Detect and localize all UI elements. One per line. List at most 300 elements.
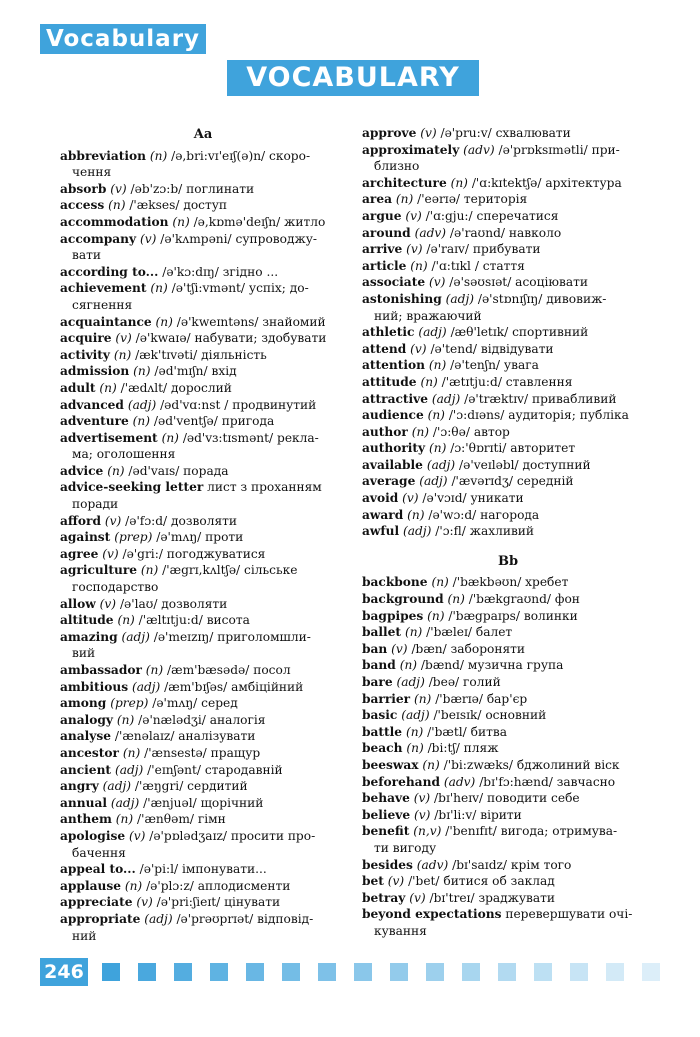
dictionary-entry (60, 894, 346, 911)
part-of-speech: (v) (102, 546, 119, 561)
transcription-translation: /əd'vaɪs/ порада (128, 463, 229, 478)
dictionary-entry (60, 745, 346, 762)
headword: bare (362, 675, 393, 689)
dictionary-entry (362, 523, 654, 540)
transcription-translation: /ə'kʌmpəni/ супроводжу- (160, 231, 317, 246)
part-of-speech: (n) (447, 592, 465, 607)
headword: around (362, 225, 411, 240)
dictionary-entry (362, 357, 654, 374)
dictionary-entry (362, 125, 654, 142)
part-of-speech: (v) (104, 513, 122, 528)
part-of-speech: (v) (110, 181, 127, 196)
dictionary-entry (362, 790, 654, 807)
transcription-translation: /bɪ'li:v/ вірити (434, 807, 522, 822)
decorative-square (246, 963, 264, 981)
part-of-speech: (n) (117, 613, 135, 628)
entry-list-b (362, 574, 654, 939)
part-of-speech: (v) (406, 242, 423, 257)
dictionary-entry (60, 778, 346, 795)
dictionary-entry (60, 347, 346, 364)
dictionary-entry (60, 596, 346, 613)
transcription-translation: /'ætɪtju:d/ ставлення (441, 374, 573, 389)
headword: average (362, 474, 416, 489)
transcription-translation: перевершувати очі- (505, 907, 633, 922)
transcription-translation: /ə'pi:l/ імпонувати... (139, 862, 267, 877)
transcription-translation: /əd'mɪʃn/ вхід (154, 364, 237, 379)
dictionary-entry (362, 507, 654, 524)
left-column (60, 125, 346, 944)
dictionary-entry (60, 795, 346, 812)
part-of-speech: (adj) (121, 629, 150, 644)
part-of-speech: (n) (411, 424, 430, 439)
headword: attend (362, 341, 407, 356)
decorative-square (318, 963, 336, 981)
headword: accommodation (60, 214, 169, 229)
dictionary-entry (362, 857, 654, 874)
part-of-speech: (n) (172, 214, 190, 229)
transcription-translation: /'ɑ:kɪtektʃə/ архітектура (471, 175, 622, 190)
headword: achievement (60, 281, 147, 296)
dictionary-entry (362, 906, 654, 939)
part-of-speech: (v) (136, 895, 153, 910)
headword: beforehand (362, 774, 440, 789)
letter-heading-a: Aa (193, 127, 213, 142)
dictionary-entry (60, 197, 346, 214)
part-of-speech: (prep) (114, 530, 153, 545)
part-of-speech: (n) (107, 463, 125, 478)
headword: bagpipes (362, 608, 424, 623)
transcription-translation: /æm'bɪʃəs/ амбіційний (164, 679, 304, 694)
headword: beach (362, 741, 403, 756)
part-of-speech: (n) (124, 878, 143, 893)
transcription-translation: /ə'meɪzɪŋ/ приголомшли- (153, 629, 311, 644)
part-of-speech: (v) (128, 828, 146, 843)
part-of-speech: (n,v) (413, 824, 442, 839)
headword: analyse (60, 729, 111, 744)
part-of-speech: (adj) (418, 325, 447, 340)
translation-continuation: сягнення (72, 297, 133, 312)
headword: athletic (362, 325, 415, 340)
part-of-speech: (adj) (102, 779, 132, 794)
dictionary-entry (60, 629, 346, 662)
headword: abbreviation (60, 148, 146, 163)
dictionary-entry (60, 513, 346, 530)
transcription-translation: /ɔ:'θɒrɪti/ авторитет (450, 441, 576, 456)
headword: ban (362, 641, 388, 656)
dictionary-entry (60, 679, 346, 696)
headword: ballet (362, 625, 402, 640)
dictionary-entry (362, 142, 654, 175)
headword: benefit (362, 824, 410, 839)
part-of-speech: (n) (132, 414, 151, 429)
part-of-speech: (adj) (426, 457, 456, 472)
transcription-translation: /bɪ'heɪv/ поводити себе (434, 791, 580, 806)
dictionary-entry (60, 397, 346, 414)
headword: among (60, 696, 107, 711)
dictionary-entry (362, 473, 654, 490)
dictionary-entry (60, 314, 346, 331)
dictionary-entry (60, 380, 346, 397)
headword: basic (362, 708, 398, 723)
transcription-translation: /əd'vɜ:tɪsmənt/ рекла- (182, 430, 319, 445)
part-of-speech: (n) (149, 148, 168, 163)
decorative-square (498, 963, 516, 981)
part-of-speech: (n) (427, 608, 445, 623)
transcription-translation: /bɪ'fɔ:hænd/ завчасно (479, 774, 616, 789)
transcription-translation: /'æŋgri/ сердитий (134, 779, 248, 794)
headword: band (362, 658, 396, 673)
part-of-speech: (adj) (419, 474, 448, 489)
decorative-square (138, 963, 156, 981)
translation-continuation: бачення (72, 845, 126, 860)
transcription-translation: /æk'tɪvəti/ діяльність (135, 347, 267, 362)
headword: activity (60, 347, 110, 362)
headword: altitude (60, 613, 114, 628)
transcription-translation: /bɪ'saɪdz/ крім того (452, 857, 572, 872)
transcription-translation: /ə'stɒnɪʃɪŋ/ дивовиж- (477, 291, 607, 306)
headword: afford (60, 513, 101, 528)
transcription-translation: /bi:tʃ/ пляж (427, 741, 499, 756)
headword: associate (362, 275, 426, 290)
part-of-speech: (v) (409, 890, 426, 905)
part-of-speech: (adv) (463, 142, 495, 157)
transcription-translation: /ə'tend/ відвідувати (430, 341, 554, 356)
part-of-speech: (n) (133, 364, 151, 379)
part-of-speech: (v) (405, 208, 422, 223)
dictionary-entry (60, 214, 346, 231)
transcription-translation: /ə,bri:vɪ'eɪʃ(ə)n/ скоро- (171, 148, 311, 163)
translation-continuation: поради (72, 497, 119, 512)
dictionary-entry (362, 274, 654, 291)
transcription-translation: /æm'bæsədə/ посол (167, 663, 291, 677)
dictionary-entry (362, 291, 654, 324)
transcription-translation: /ə'raɪv/ прибувати (426, 242, 541, 257)
dictionary-entry (60, 612, 346, 629)
headword: believe (362, 807, 411, 822)
transcription-translation: /ə'səʊsɪət/ асоціювати (449, 275, 588, 290)
dictionary-entry (362, 740, 654, 757)
headword: background (362, 592, 444, 607)
transcription-translation: /'beɪsɪk/ основний (433, 708, 547, 723)
transcription-translation: лист з проханням (207, 480, 322, 495)
dictionary-entry (60, 546, 346, 563)
dictionary-entry (362, 757, 654, 774)
transcription-translation: /æθ'letɪk/ спортивний (450, 325, 589, 340)
transcription-translation: /ə'pru:v/ схвалювати (440, 126, 571, 140)
part-of-speech: (v) (99, 596, 117, 611)
dictionary-entry (362, 674, 654, 691)
part-of-speech: (n) (422, 757, 440, 772)
part-of-speech: (adj) (445, 291, 474, 306)
dictionary-entry (362, 608, 654, 625)
headword: appropriate (60, 911, 141, 926)
letter-heading-b: Bb (497, 553, 519, 569)
dictionary-entry (362, 807, 654, 824)
transcription-translation: /'ænjuəl/ щорічний (143, 795, 264, 810)
headword: allow (60, 596, 96, 611)
dictionary-entry (60, 878, 346, 895)
part-of-speech: (n) (405, 724, 424, 739)
translation-continuation: близно (374, 159, 420, 174)
headword: ancient (60, 762, 112, 777)
transcription-translation: /'ɔ:fl/ жахливий (435, 524, 535, 539)
part-of-speech: (n) (406, 741, 424, 756)
part-of-speech: (adj) (144, 911, 173, 926)
headword: besides (362, 857, 413, 872)
transcription-translation: /əd'ventʃə/ пригода (153, 414, 275, 429)
headword: approve (362, 126, 417, 140)
transcription-translation: /'benɪfɪt/ вигода; отримува- (445, 824, 618, 839)
part-of-speech: (v) (428, 275, 446, 290)
headword: applause (60, 878, 121, 893)
decorative-square (210, 963, 228, 981)
transcription-translation: /ə'veɪləbl/ доступний (459, 457, 591, 472)
part-of-speech: (v) (420, 126, 437, 140)
transcription-translation: /ə'pri:ʃieɪt/ цінувати (156, 895, 281, 910)
transcription-translation: /ə'kwaɪə/ набувати; здобувати (135, 331, 327, 346)
dictionary-entry (362, 324, 654, 341)
transcription-translation: /'bækbəʊn/ хребет (452, 575, 569, 590)
dictionary-entry (362, 241, 654, 258)
part-of-speech: (n) (140, 563, 159, 578)
dictionary-entry (362, 191, 654, 208)
translation-continuation: кування (374, 923, 427, 938)
part-of-speech: (adj) (431, 391, 461, 406)
dictionary-entry (60, 861, 346, 878)
decorative-square (282, 963, 300, 981)
headword: against (60, 530, 111, 545)
transcription-translation: /əb'zɔ:b/ поглинати (130, 181, 255, 196)
headword: ambassador (60, 663, 142, 677)
headword: appreciate (60, 895, 133, 910)
transcription-translation: /'ækses/ доступ (129, 198, 228, 213)
headword: attractive (362, 391, 428, 406)
headword: award (362, 507, 404, 522)
translation-continuation: ти вигоду (374, 840, 437, 855)
headword: arrive (362, 242, 403, 257)
section-tab: Vocabulary (40, 24, 206, 54)
dictionary-entry (60, 762, 346, 779)
headword: anthem (60, 812, 112, 827)
page-title: VOCABULARY (227, 60, 479, 96)
part-of-speech: (n) (404, 625, 423, 640)
decorative-square (354, 963, 372, 981)
decorative-square (174, 963, 192, 981)
transcription-translation: /ə'mʌŋ/ проти (156, 530, 244, 545)
dictionary-entry (60, 529, 346, 546)
dictionary-entry (362, 657, 654, 674)
translation-continuation: господарство (72, 580, 159, 595)
part-of-speech: (n) (407, 507, 425, 522)
dictionary-entry (60, 264, 346, 281)
dictionary-entry (362, 440, 654, 457)
dictionary-entry (362, 823, 654, 856)
headword: acquaintance (60, 314, 152, 329)
headword: backbone (362, 575, 428, 590)
headword: advanced (60, 397, 124, 412)
dictionary-entry (362, 691, 654, 708)
part-of-speech: (n) (428, 358, 447, 373)
dictionary-entry (60, 363, 346, 380)
transcription-translation: /'eɪnʃənt/ стародавній (147, 762, 283, 777)
part-of-speech: (n) (450, 175, 468, 190)
transcription-translation: /ə'kɔ:dɪŋ/ згідно ... (162, 264, 279, 279)
part-of-speech: (n) (420, 374, 438, 389)
part-of-speech: (n) (155, 314, 173, 329)
headword: advice (60, 463, 104, 478)
transcription-translation: /ə'træktɪv/ привабливий (464, 391, 617, 406)
dictionary-entry (362, 225, 654, 242)
part-of-speech: (n) (429, 441, 447, 456)
dictionary-entry (60, 413, 346, 430)
headword: advice-seeking letter (60, 480, 204, 495)
part-of-speech: (n) (161, 430, 179, 445)
transcription-translation: /ə'vɔɪd/ уникати (422, 491, 524, 506)
part-of-speech: (adj) (401, 708, 430, 723)
transcription-translation: /'ɑ:tɪkl / стаття (431, 258, 525, 273)
headword: bet (362, 874, 384, 889)
part-of-speech: (adj) (131, 679, 161, 694)
headword: available (362, 457, 423, 472)
headword: battle (362, 724, 403, 739)
transcription-translation: /'bæleɪ/ балет (426, 625, 513, 640)
part-of-speech: (v) (402, 491, 419, 506)
transcription-translation: /bɪ'treɪ/ зраджувати (429, 890, 556, 905)
headword: betray (362, 890, 406, 905)
transcription-translation: /bæn/ забороняти (411, 641, 526, 656)
dictionary-entry (362, 641, 654, 658)
dictionary-entry (362, 374, 654, 391)
headword: architecture (362, 175, 447, 190)
part-of-speech: (adj) (403, 524, 432, 539)
decorative-square (102, 963, 120, 981)
headword: argue (362, 208, 402, 223)
dictionary-entry (60, 280, 346, 313)
part-of-speech: (adv) (416, 857, 449, 872)
headword: avoid (362, 491, 399, 506)
part-of-speech: (n) (113, 347, 132, 362)
transcription-translation: /əd'vɑ:nst / продвинутий (160, 397, 317, 412)
dictionary-entry (362, 175, 654, 192)
part-of-speech: (adv) (443, 774, 476, 789)
dictionary-entry (362, 873, 654, 890)
headword: adult (60, 380, 96, 395)
right-column (362, 125, 654, 940)
transcription-translation: /'ænəlaɪz/ аналізувати (114, 729, 256, 744)
part-of-speech: (n) (150, 281, 168, 296)
transcription-translation: /ə'fɔ:d/ дозволяти (125, 513, 238, 528)
headword: awful (362, 524, 400, 539)
headword: article (362, 258, 407, 273)
decorative-square (426, 963, 444, 981)
dictionary-entry (362, 391, 654, 408)
translation-continuation: вати (72, 248, 101, 263)
part-of-speech: (v) (413, 791, 431, 806)
part-of-speech: (n) (108, 198, 126, 213)
part-of-speech: (adj) (110, 795, 140, 810)
transcription-translation: /ə'laʊ/ дозволяти (119, 596, 228, 611)
transcription-translation: /bænd/ музична група (420, 658, 564, 673)
headword: beyond expectations (362, 907, 502, 922)
transcription-translation: /'ɔ:dɪəns/ аудиторія; публіка (448, 408, 629, 423)
headword: angry (60, 779, 99, 794)
headword: annual (60, 795, 108, 810)
translation-continuation: вий (72, 646, 96, 661)
dictionary-entry (362, 424, 654, 441)
part-of-speech: (n) (145, 663, 164, 677)
part-of-speech: (v) (410, 341, 427, 356)
headword: admission (60, 364, 130, 379)
entry-list-a-continued (362, 125, 654, 540)
part-of-speech: (n) (395, 192, 414, 207)
headword: according to... (60, 264, 159, 279)
headword: ambitious (60, 679, 129, 694)
headword: access (60, 198, 105, 213)
part-of-speech: (n) (116, 712, 135, 727)
headword: appeal to... (60, 862, 136, 877)
decorative-square (570, 963, 588, 981)
transcription-translation: /'ænsestə/ пращур (144, 745, 261, 760)
part-of-speech: (n) (115, 812, 134, 827)
transcription-translation: /'bi:zwæks/ бджолиний віск (443, 757, 620, 772)
headword: amazing (60, 629, 118, 644)
part-of-speech: (n) (122, 745, 141, 760)
dictionary-entry (60, 231, 346, 264)
headword: beeswax (362, 757, 419, 772)
transcription-translation: /'ænθəm/ гімн (137, 812, 226, 827)
dictionary-entry (60, 330, 346, 347)
dictionary-entry (362, 457, 654, 474)
transcription-translation: /ə'gri:/ погоджуватися (122, 546, 266, 561)
transcription-translation: /'bet/ битися об заклад (408, 874, 555, 889)
page-number: 246 (40, 958, 88, 986)
headword: attention (362, 358, 426, 373)
decorative-square (606, 963, 624, 981)
headword: astonishing (362, 291, 442, 306)
dictionary-entry (362, 890, 654, 907)
headword: accompany (60, 231, 137, 246)
dictionary-entry (362, 724, 654, 741)
transcription-translation: /ə,kɒmə'deɪʃn/ житло (193, 214, 326, 229)
translation-continuation: ний (72, 928, 97, 943)
translation-continuation: ма; оголошення (72, 447, 176, 462)
transcription-translation: /'ɑ:gju:/ сперечатися (425, 208, 559, 223)
translation-continuation: ний; вражаючий (374, 308, 482, 323)
decorative-square (462, 963, 480, 981)
decorative-square (534, 963, 552, 981)
headword: acquire (60, 331, 112, 346)
entry-list-a (60, 148, 346, 945)
transcription-translation: /ə'prəʊprɪət/ відповід- (176, 911, 314, 926)
transcription-translation: /ə'tenʃn/ увага (450, 358, 539, 373)
transcription-translation: /ə'nælədʒi/ аналогія (138, 712, 266, 727)
dictionary-entry (60, 811, 346, 828)
part-of-speech: (adj) (396, 675, 425, 689)
part-of-speech: (v) (115, 331, 132, 346)
transcription-translation: /ə'prɒksɪmətli/ при- (498, 142, 620, 157)
transcription-translation: /beə/ голий (428, 675, 501, 689)
headword: authority (362, 441, 426, 456)
decorative-square (642, 963, 660, 981)
transcription-translation: /ə'kweɪntəns/ знайомий (176, 314, 326, 329)
dictionary-entry (60, 181, 346, 198)
part-of-speech: (n) (99, 380, 117, 395)
transcription-translation: /ə'raʊnd/ навколо (449, 225, 562, 240)
headword: agree (60, 546, 99, 561)
transcription-translation: /ə'wɔ:d/ нагорода (428, 507, 540, 522)
part-of-speech: (n) (427, 408, 445, 423)
part-of-speech: (n) (410, 258, 428, 273)
